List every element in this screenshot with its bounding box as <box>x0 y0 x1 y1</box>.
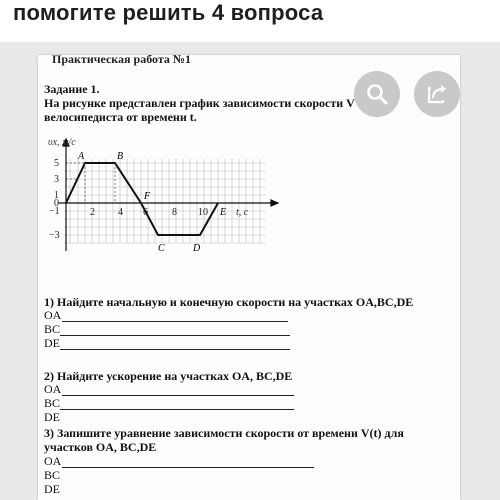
zoom-button[interactable] <box>354 71 400 117</box>
answer-line-q1-bc: BC <box>44 322 61 336</box>
graph-grid <box>64 159 266 243</box>
graph-dashes <box>66 163 115 203</box>
question-2: 2) Найдите ускорение на участках OA, BC,DE <box>44 369 293 383</box>
search-icon <box>365 82 389 106</box>
task-title: Задание 1. <box>44 82 100 96</box>
task-text: На рисунке представлен график зависимости скорости V велосипедиста от времени t. <box>44 96 355 124</box>
graph-x-tick: 2 <box>90 207 95 218</box>
graph-x-tick: 4 <box>118 207 123 218</box>
worksheet-heading: Практическая работа №1 <box>52 55 191 66</box>
graph-x-tick: 6 <box>143 207 148 218</box>
answer-line-q1-oa: OA <box>44 308 62 322</box>
graph-x-tick: 8 <box>172 207 177 218</box>
graph-x-label: t, с <box>236 207 249 218</box>
answer-line-q2-bc: BC <box>44 396 61 410</box>
graph-y-tick: 1 <box>54 190 59 201</box>
question-1: 1) Найдите начальную и конечную скорости на участках OA,BC,DE <box>44 295 414 309</box>
answer-underline <box>62 395 294 396</box>
graph-x-tick: 10 <box>198 207 208 218</box>
graph-point-label: B <box>117 151 124 162</box>
graph-y-tick: −1 <box>49 206 60 217</box>
answer-underline <box>60 349 290 350</box>
graph-point-label: E <box>220 207 227 218</box>
graph-y-label: υx, м/с <box>48 137 76 148</box>
worksheet-photo <box>38 55 460 500</box>
answer-underline <box>62 467 314 468</box>
question-3: 3) Запишите уравнение зависимости скорости от времени V(t) для участков OA, BC,DE <box>44 426 404 454</box>
share-button[interactable] <box>414 71 460 117</box>
graph-point-label: A <box>78 151 85 162</box>
graph-y-tick: 5 <box>54 158 59 169</box>
answer-line-q1-de: DE <box>44 336 60 350</box>
velocity-line <box>66 163 218 235</box>
graph-y-tick: 0 <box>54 198 59 209</box>
answer-line-q3-bc: BC <box>44 468 61 482</box>
graph-point-label: D <box>193 243 201 254</box>
velocity-graph <box>40 135 330 275</box>
graph-point-label: C <box>158 243 165 254</box>
answer-underline <box>62 321 288 322</box>
answer-line-q2-oa: OA <box>44 382 62 396</box>
answer-line-q3-de: DE <box>44 482 60 496</box>
answer-line-q3-oa: OA <box>44 454 62 468</box>
graph-y-tick: 3 <box>54 174 59 185</box>
share-icon <box>425 82 449 106</box>
graph-point-label: F <box>144 191 151 202</box>
answer-line-q2-de: DE <box>44 410 60 424</box>
graph-y-tick: −3 <box>49 230 60 241</box>
question-title: помогите решить 4 вопроса <box>13 0 324 25</box>
answer-underline <box>60 409 294 410</box>
answer-underline <box>60 335 290 336</box>
